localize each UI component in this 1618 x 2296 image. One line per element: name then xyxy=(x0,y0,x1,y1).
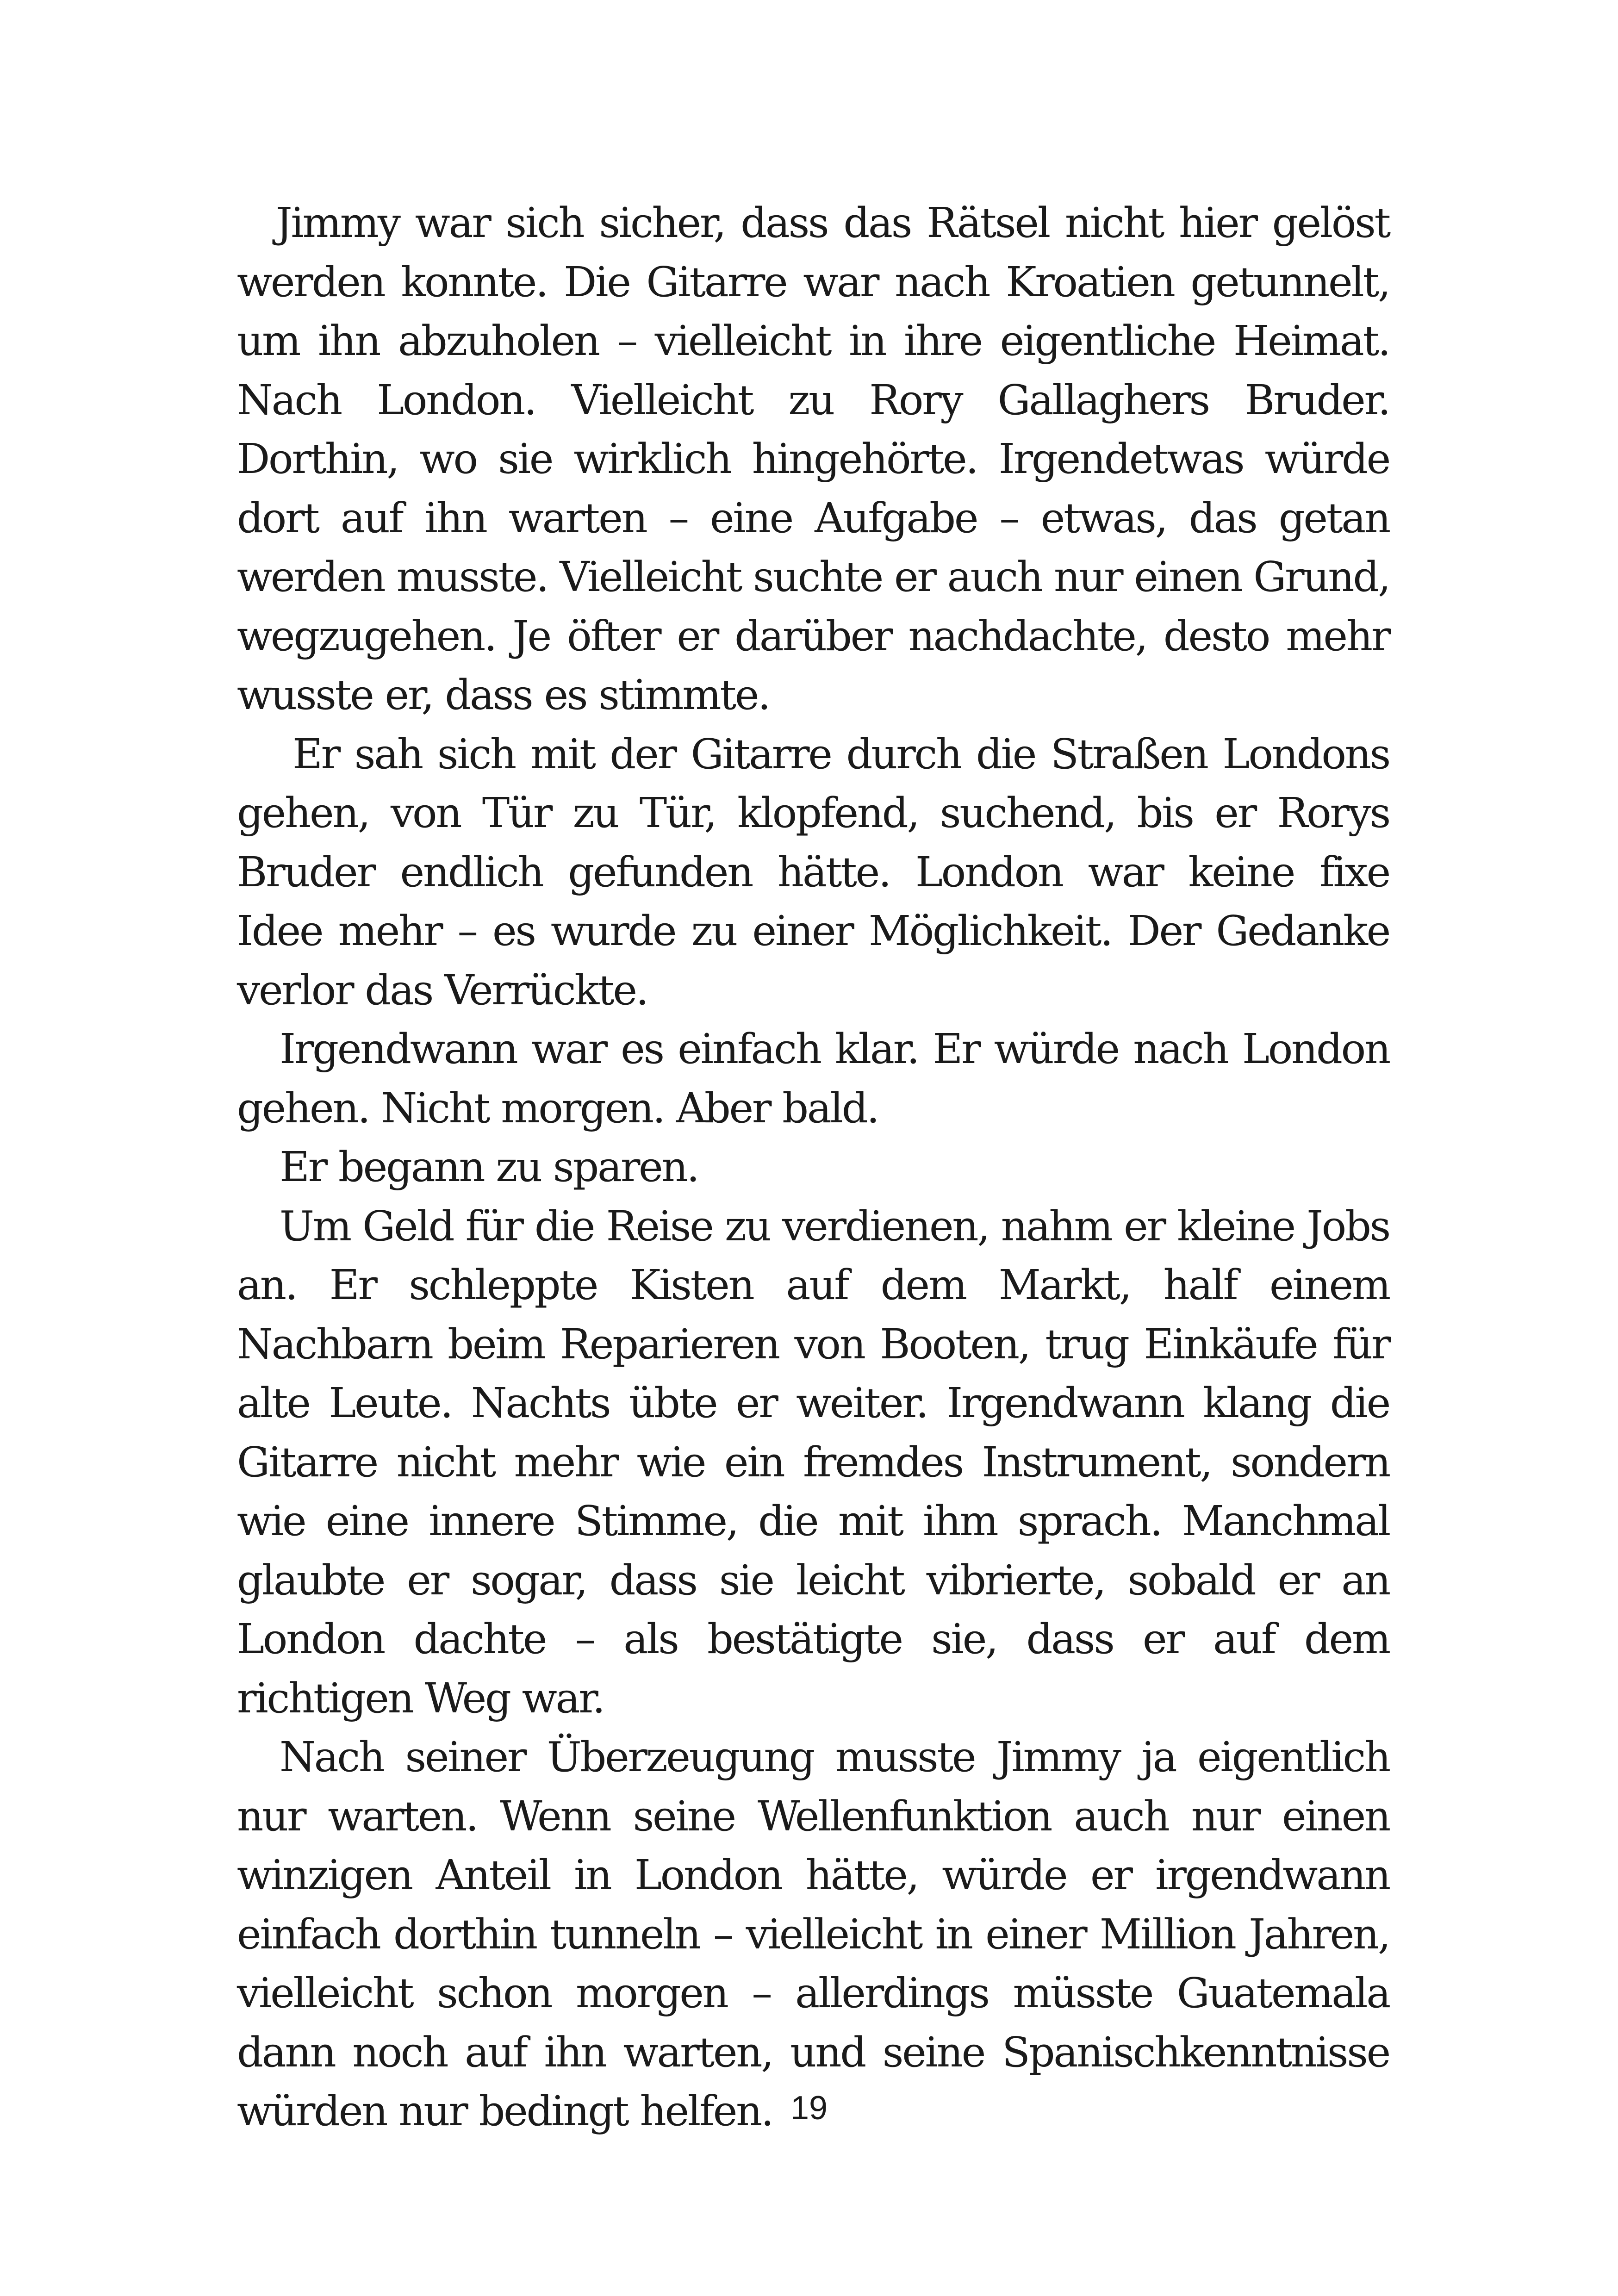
paragraph-6: Nach seiner Überzeugung musste Jimmy ja eigentlich nur warten. Wenn seine Wellenfunktion auch nur einen winzigen Anteil in London hätte, würde er irgendwann einfach dorthin tunneln – vielleicht in einer Million Jahren, vielleicht schon morgen – allerdings müsste Guatemala dann noch auf ihn warten, und seine Spanischkenntnisse würden nur bedingt helfen. xyxy=(237,1733,1389,2135)
paragraph-3: Irgendwann war es einfach klar. Er würde nach London gehen. Nicht morgen. Aber bald. xyxy=(237,1025,1389,1132)
paragraph-1: Jimmy war sich sicher, dass das Rätsel nicht hier gelöst werden konnte. Die Gitarre war nach Kroatien getunnelt, um ihn abzuholen – vielleicht in ihre eigentliche Heimat. Nach London. Vielleicht zu Rory Gallaghers Bruder. Dorthin, wo sie wirklich hingehörte. Irgendetwas würde dort auf ihn warten – eine Aufgabe – etwas, das getan werden musste. Vielleicht suchte er auch nur einen Grund, wegzugehen. Je öfter er darüber nachdachte, desto mehr wusste er, dass es stimmte. xyxy=(237,199,1389,719)
body-text xyxy=(237,193,1389,2141)
page-number: 19 xyxy=(790,2090,828,2127)
paragraph-2: Er sah sich mit der Gitarre durch die Straßen Londons gehen, von Tür zu Tür, klopfend, suchend, bis er Rorys Bruder endlich gefunden hätte. London war keine fixe Idee mehr – es wurde zu einer Möglichkeit. Der Gedanke verlor das Verrückte. xyxy=(237,729,1389,1014)
paragraph-4: Er begann zu sparen. xyxy=(280,1143,698,1191)
paragraph-5: Um Geld für die Reise zu verdienen, nahm er kleine Jobs an. Er schleppte Kisten auf dem Markt, half einem Nachbarn beim Reparieren von Booten, trug Einkäufe für alte Leute. Nachts übte er weiter. Irgendwann klang die Gitarre nicht mehr wie ein fremdes Instrument, sondern wie eine innere Stimme, die mit ihm sprach. Manchmal glaubte er sogar, dass sie leicht vibrierte, sobald er an London dachte – als bestätigte sie, dass er auf dem richtigen Weg war. xyxy=(237,1201,1389,1722)
